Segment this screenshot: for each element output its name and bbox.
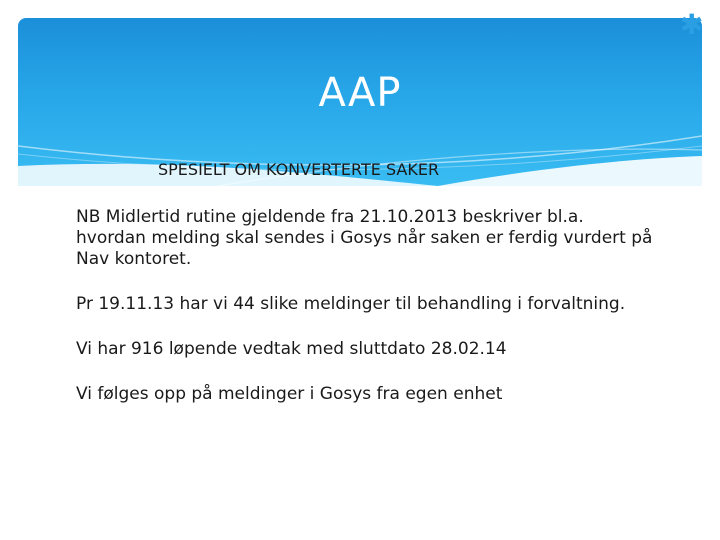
- paragraph-4: Vi følges opp på meldinger i Gosys fra egen enhet: [76, 384, 503, 404]
- paragraph-1: NB Midlertid rutine gjeldende fra 21.10.2013 beskriver bl.a. hvordan melding skal sendes i Gosys når saken er ferdig vurdert på Nav kontoret.: [76, 207, 653, 269]
- paragraph-2: Pr 19.11.13 har vi 44 slike meldinger til behandling i forvaltning.: [76, 294, 626, 314]
- slide-body: [76, 207, 656, 429]
- asterisk-icon: ✱: [680, 8, 704, 41]
- slide-subtitle: SPESIELT OM KONVERTERTE SAKER: [158, 160, 440, 179]
- paragraph-3: Vi har 916 løpende vedtak med sluttdato 28.02.14: [76, 339, 507, 359]
- slide-title: AAP: [318, 70, 402, 116]
